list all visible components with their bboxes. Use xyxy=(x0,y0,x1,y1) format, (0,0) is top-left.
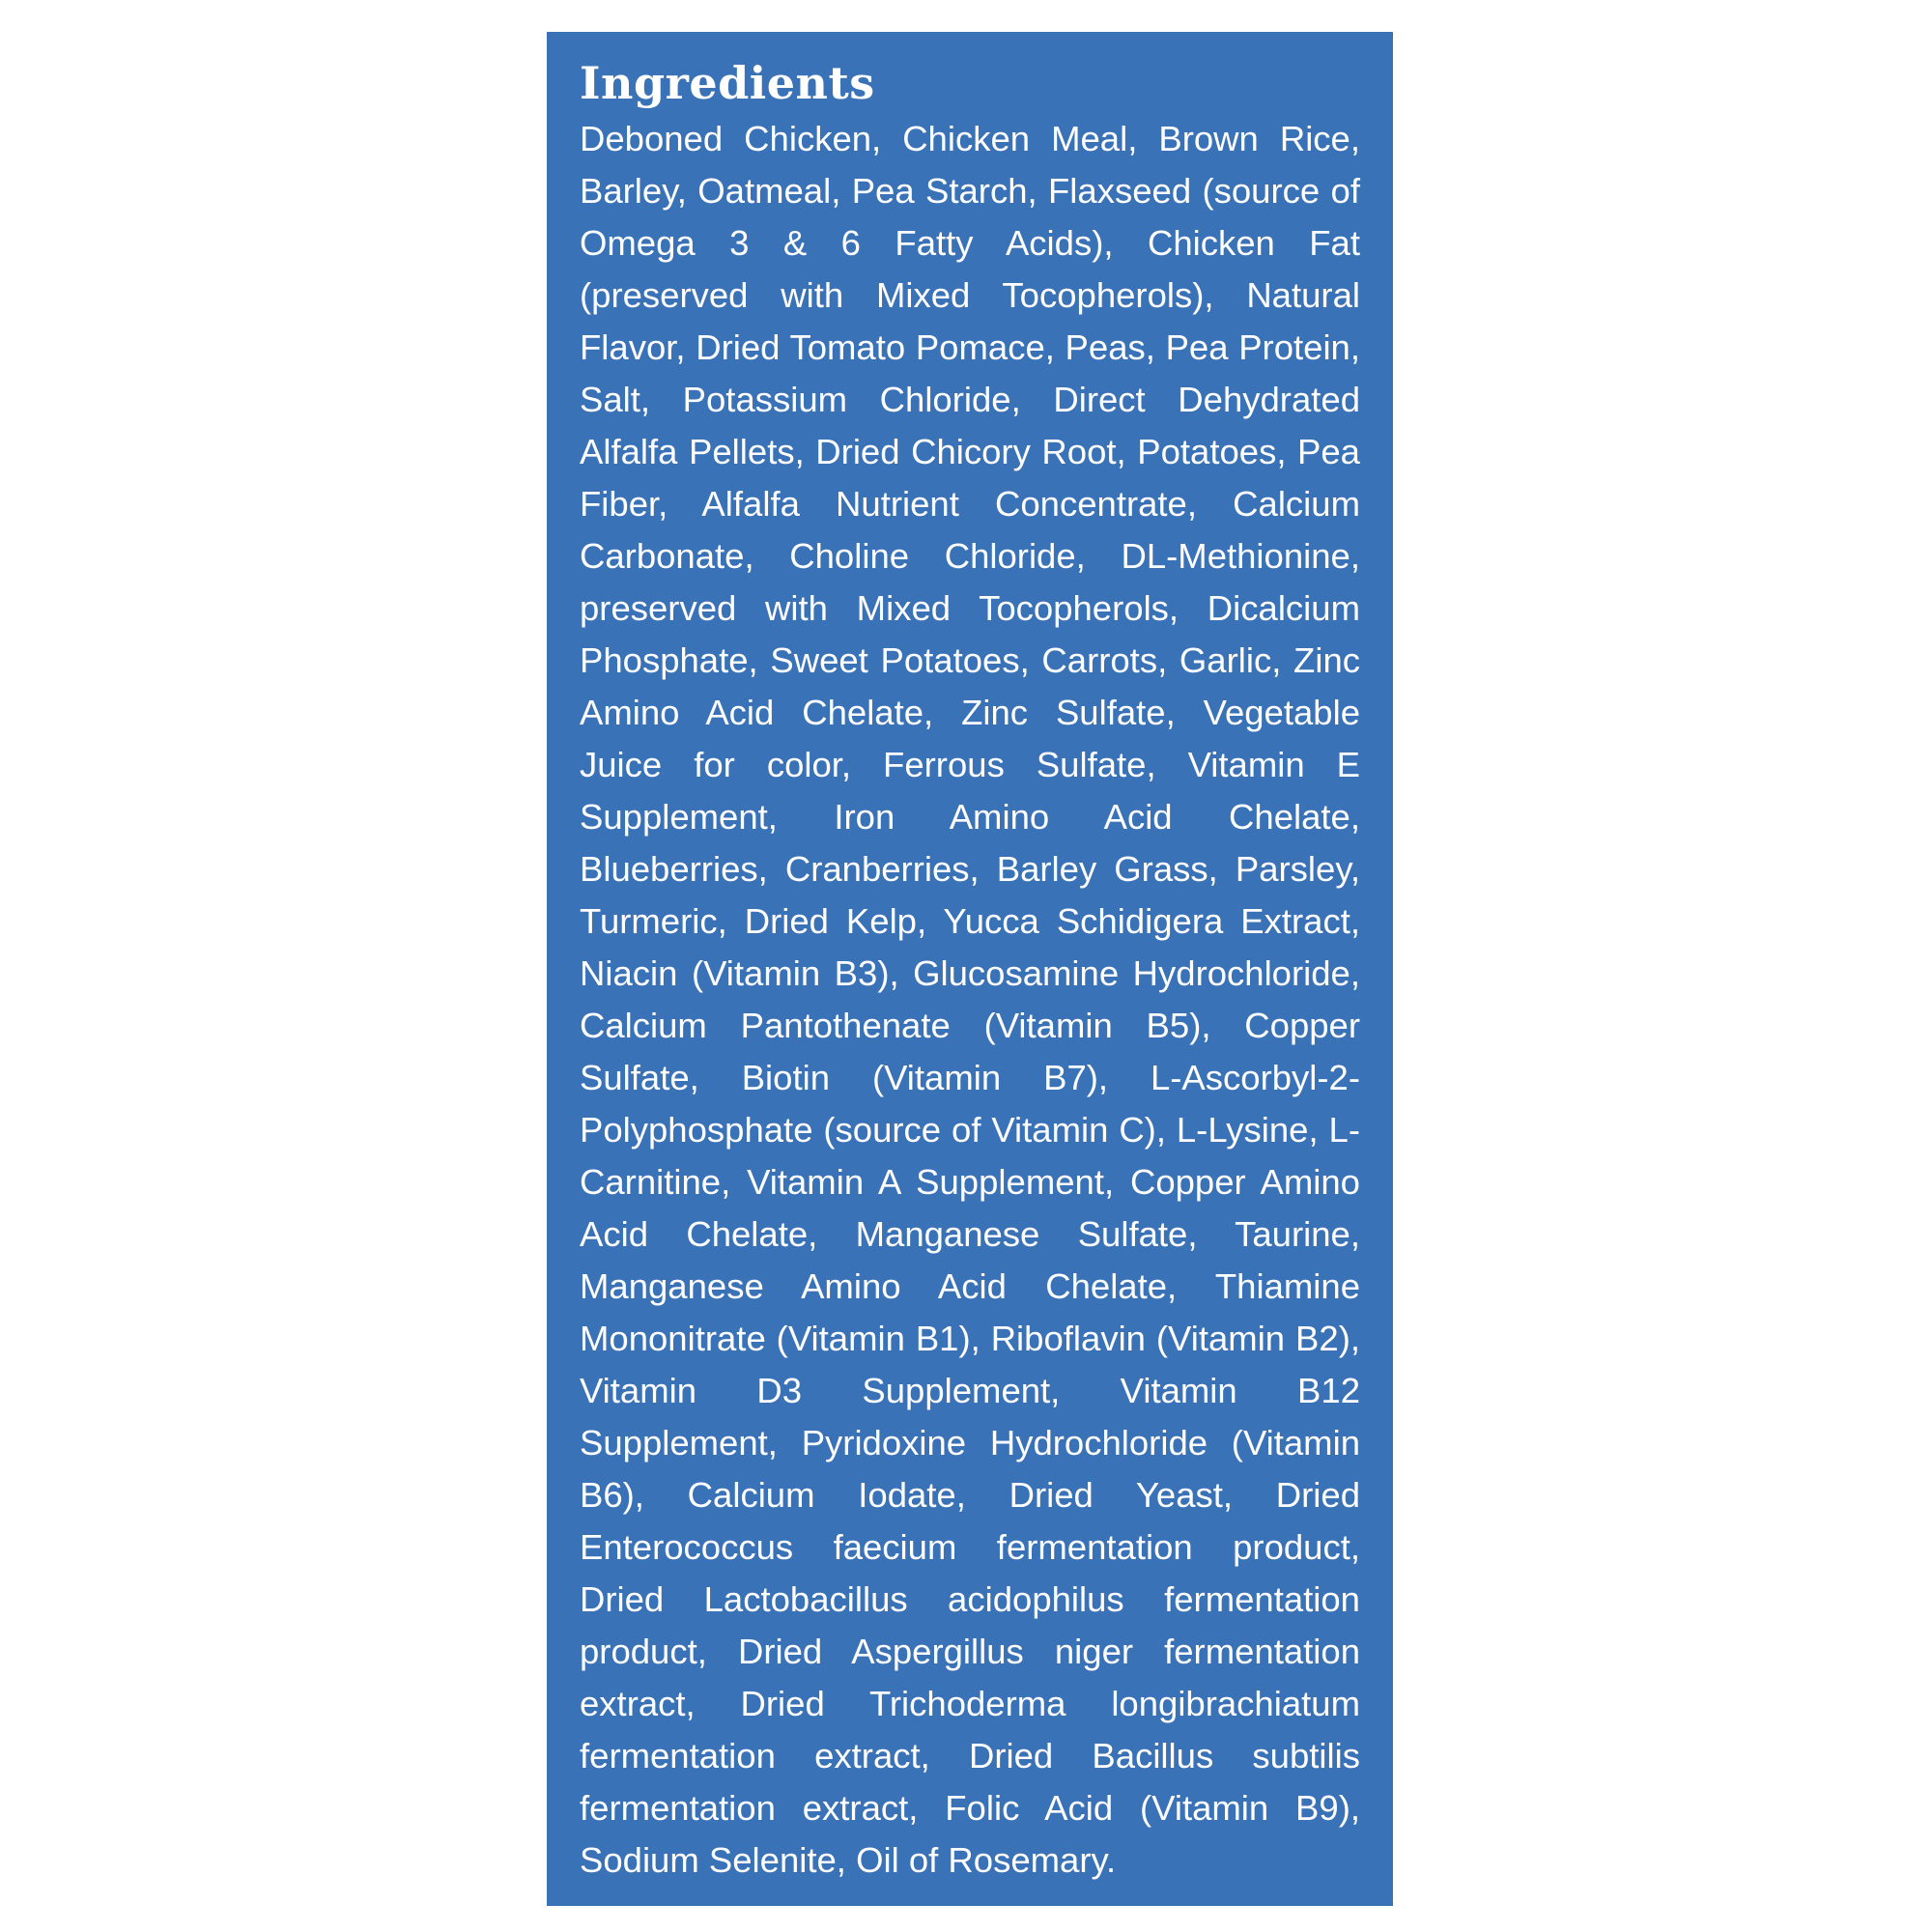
ingredients-panel xyxy=(547,32,1393,1906)
ingredients-list: Deboned Chicken, Chicken Meal, Brown Rice, Barley, Oatmeal, Pea Starch, Flaxseed (source of Omega 3 & 6 Fatty Acids), Chicken Fat (preserved with Mixed Tocopherols), Natural Flavor, Dried Tomato Pomace, Peas, Pea Protein, Salt, Potassium Chloride, Direct Dehydrated Alfalfa Pellets, Dried Chicory Root, Potatoes, Pea Fiber, Alfalfa Nutrient Concentrate, Calcium Carbonate, Choline Chloride, DL-Methionine, preserved with Mixed Tocopherols, Dicalcium Phosphate, Sweet Potatoes, Carrots, Garlic, Zinc Amino Acid Chelate, Zinc Sulfate, Vegetable Juice for color, Ferrous Sulfate, Vitamin E Supplement, Iron Amino Acid Chelate, Blueberries, Cranberries, Barley Grass, Parsley, Turmeric, Dried Kelp, Yucca Schidigera Extract, Niacin (Vitamin B3), Glucosamine Hydrochloride, Calcium Pantothenate (Vitamin B5), Copper Sulfate, Biotin (Vitamin B7), L-Ascorbyl-2-Polyphosphate (source of Vitamin C), L-Lysine, L-Carnitine, Vitamin A Supplement, Copper Amino Acid Chelate, Manganese Sulfate, Taurine, Manganese Amino Acid Chelate, Thiamine Mononitrate (Vitamin B1), Riboflavin (Vitamin B2), Vitamin D3 Supplement, Vitamin B12 Supplement, Pyridoxine Hydrochloride (Vitamin B6), Calcium Iodate, Dried Yeast, Dried Enterococcus faecium fermentation product, Dried Lactobacillus acidophilus fermentation product, Dried Aspergillus niger fermentation extract, Dried Trichoderma longibrachiatum fermentation extract, Dried Bacillus subtilis fermentation extract, Folic Acid (Vitamin B9), Sodium Selenite, Oil of Rosemary. xyxy=(580,119,1360,1880)
ingredients-title: Ingredients xyxy=(580,57,875,109)
